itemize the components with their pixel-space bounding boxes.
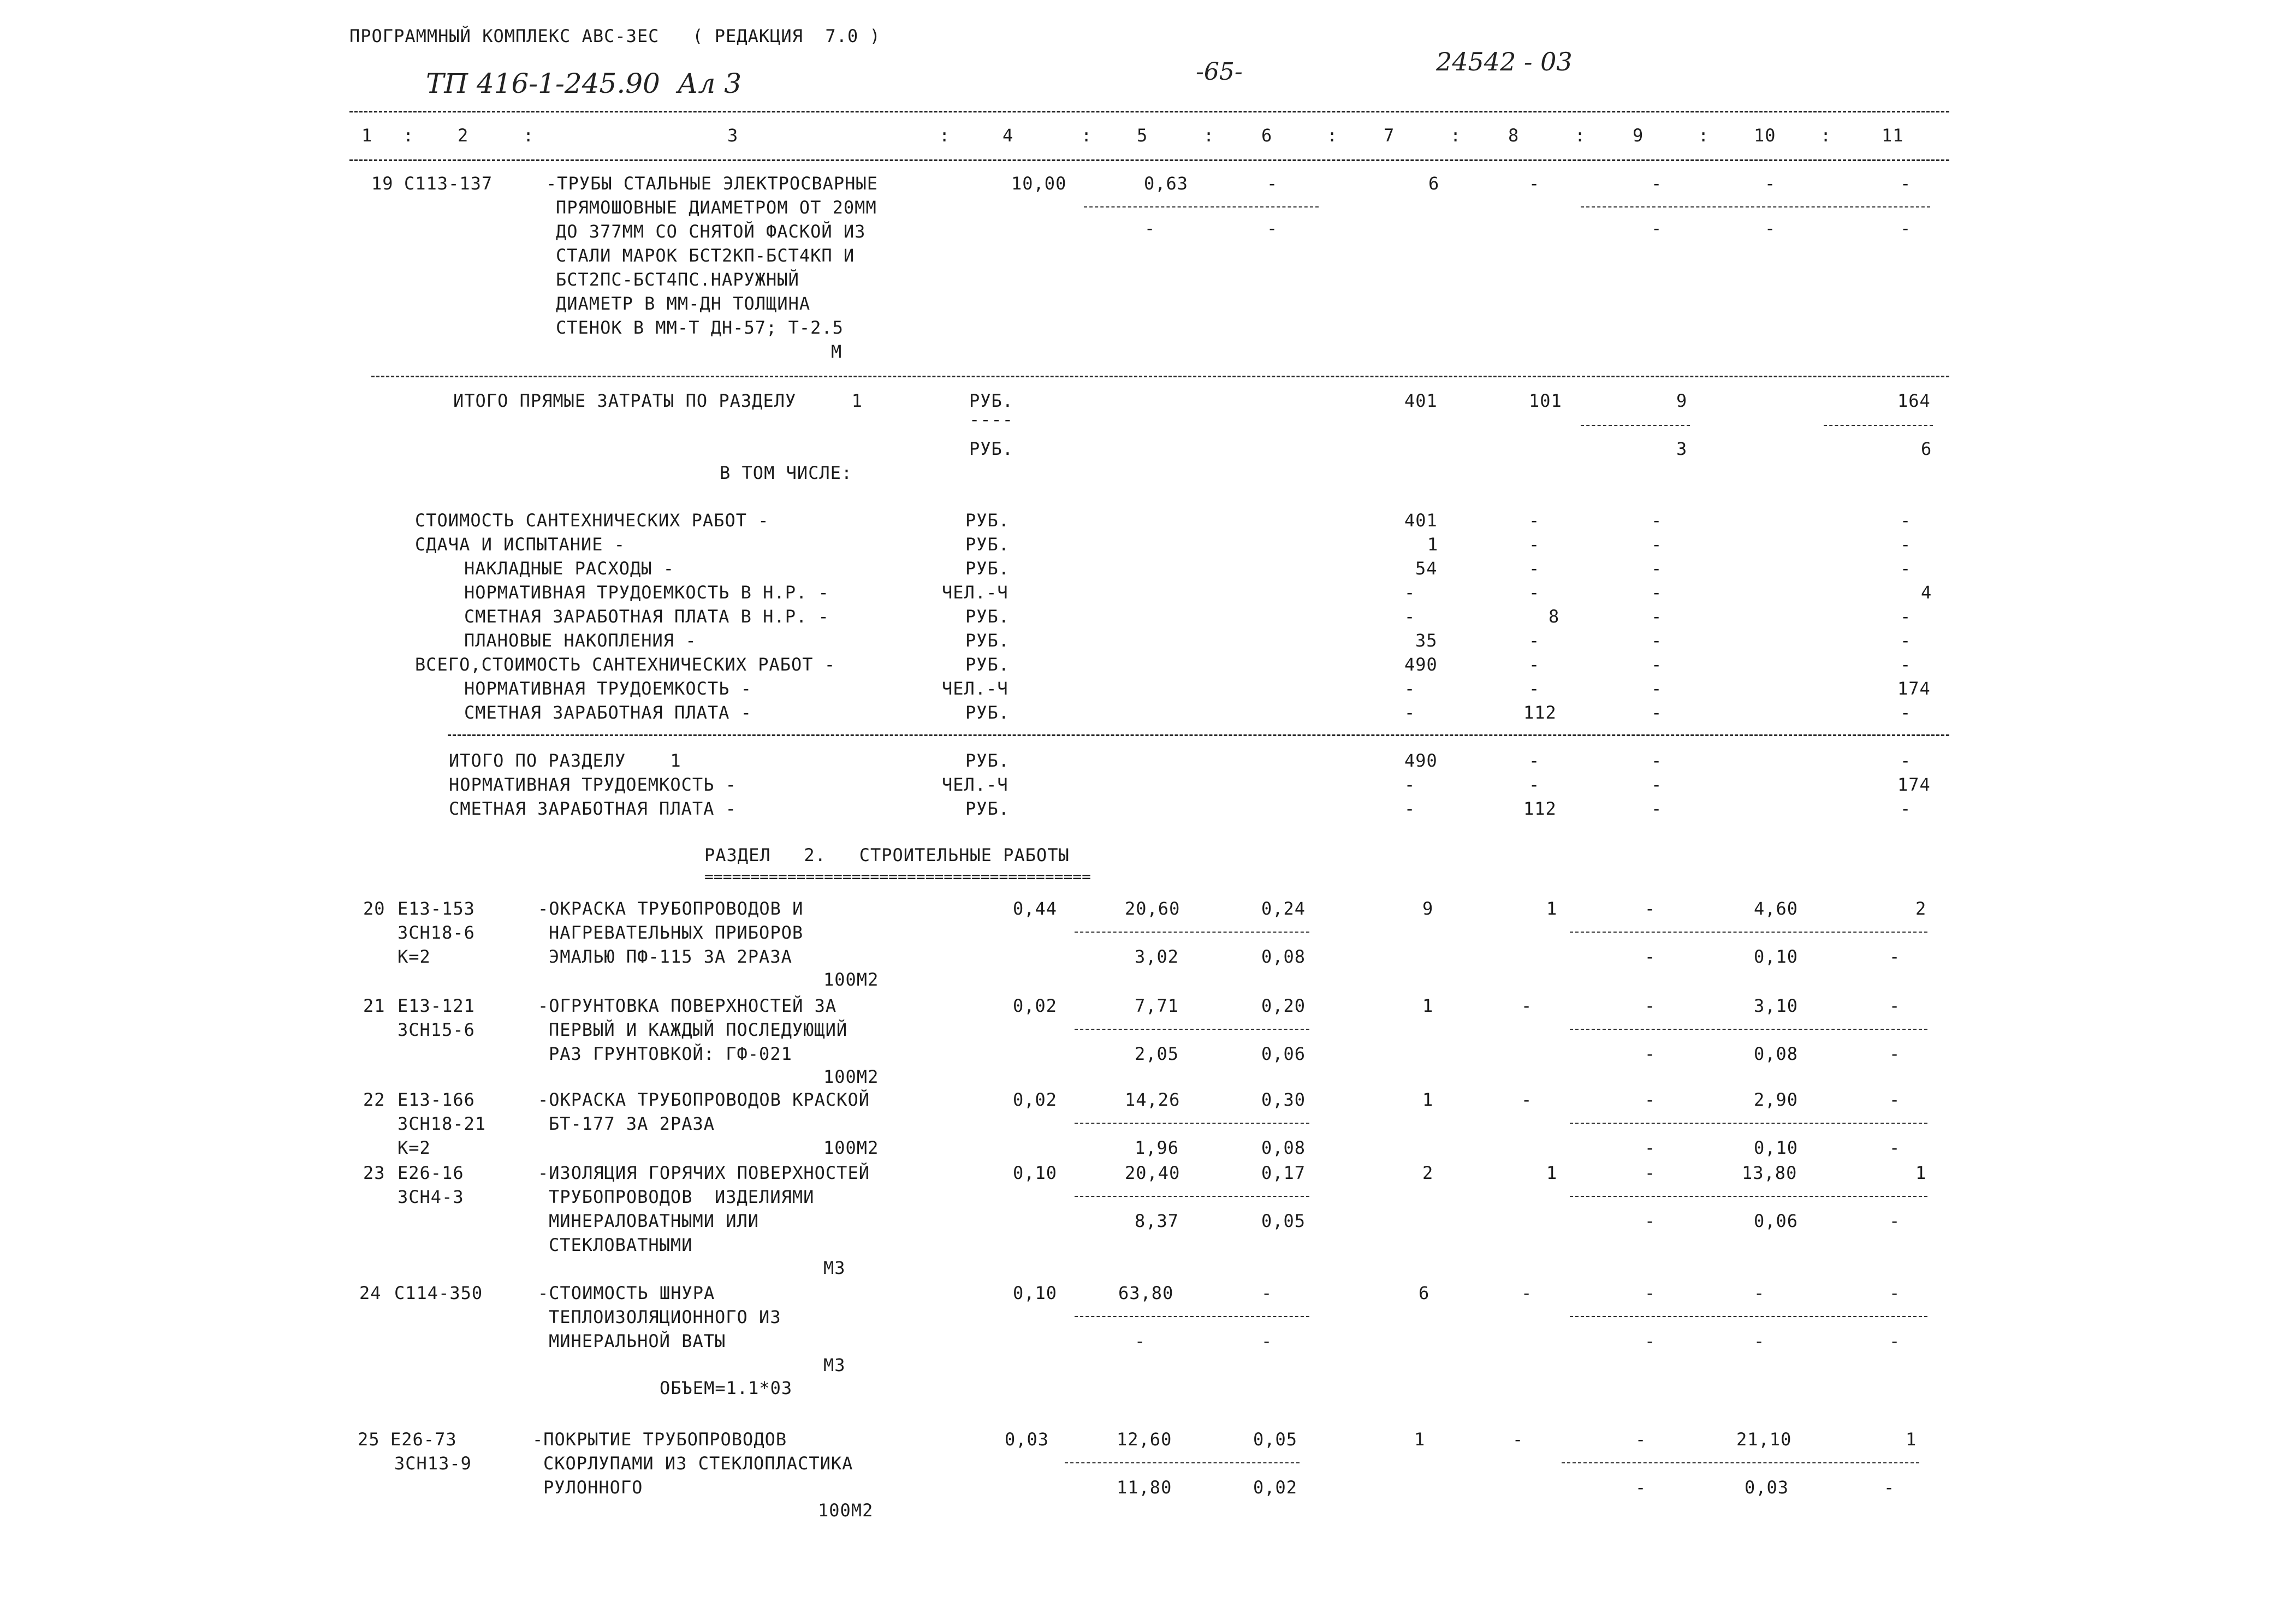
col-5: 5 xyxy=(1137,125,1148,146)
doc-code: ТП 416-1-245.90 Ал 3 xyxy=(426,68,742,99)
row-code: Е13-166 xyxy=(398,1089,475,1110)
row-code: Е26-16 xyxy=(398,1163,464,1183)
rule-total xyxy=(371,376,1949,377)
col-9: 9 xyxy=(1633,125,1644,146)
row-code: Е26-73 xyxy=(390,1429,457,1450)
rule-top xyxy=(349,111,1949,112)
row-unit: М3 xyxy=(823,1258,846,1278)
estimate-sheet: ПРОГРАММНЫЙ КОМПЛЕКС АВС-3ЕС ( РЕДАКЦИЯ 7.0 ) ТП 416-1-245.90 Ал 3 -65- 24542 - 03 1 : 2 : 3 : 4 : 5 : 6 : 7 : 8 : 9 : 10 : 11 19 С113-137 -ТРУБЫ СТАЛЬНЫЕ ЭЛЕКТРОСВАРНЫЕ ПРЯМОШОВНЫЕ ДИАМЕТРОМ ОТ 20ММ ДО 377ММ СО СНЯТОЙ ФАСКОЙ ИЗ СТАЛИ МАРОК БСТ2КП-БСТ4КП И БСТ2ПС-БСТ4ПС.НАРУЖНЫЙ ДИАМЕТР В ММ-ДН ТОЛЩИНА СТЕНОК В ММ-Т ДН-57; Т-2.5 М 10,00 0,63 - 6 - - - - - - - - - ИТОГО ПРЯМЫЕ ЗАТРАТЫ ПО РАЗДЕЛУ 1 РУБ. ---- 401 101 9 164 РУБ. 3 6 В ТОМ ЧИСЛЕ: СТОИМОСТЬ САНТЕХНИЧЕСКИХ РАБОТ - РУБ. 401 - - - СДАЧА И ИСПЫТАНИЕ - РУБ. 1 - - - НАКЛАДНЫЕ РАСХОДЫ - РУБ. 54 - - - НОРМАТИВНАЯ ТРУДОЕМКОСТЬ В Н.Р. - ЧЕЛ.-Ч - - - 4 СМЕТНАЯ ЗАРАБОТНАЯ ПЛАТА В Н.Р. - РУБ. - 8 - - ПЛАНОВЫЕ НАКОПЛЕНИЯ - РУБ. 35 - - - ВСЕГО,СТОИМОСТЬ САНТЕХНИЧЕСКИХ РАБОТ - РУБ. 490 - - - НОРМАТИВНАЯ ТРУДОЕМКОСТЬ - ЧЕЛ.-Ч - - - 174 СМЕТНАЯ ЗАРАБОТНАЯ ПЛАТА - РУБ. - 112 - - ИТОГО ПО РАЗДЕЛУ 1 РУБ. 490 - - - НОРМАТИВНАЯ ТРУДОЕМКОСТЬ - ЧЕЛ.-Ч - - - 174 СМЕТНАЯ ЗАРАБОТНАЯ ПЛАТА - РУБ. - 112 - - РАЗДЕЛ 2. СТРОИТЕЛЬНЫЕ РАБОТЫ ========================================== 20 Е13-153 ЗСН18-6 К=2 -ОКРАСКА ТРУБОПРОВОДОВ И НАГРЕВАТЕЛЬНЫХ ПРИБОРОВ ЭМАЛЬЮ ПФ-115 ЗА 2РАЗА 100М2 0,44 20,60 0,24 9 1 - 4,60 2 3,02 0,08 - 0,10 - 21 Е13-121 ЗСН15-6 -ОГРУНТОВКА ПОВЕРХНОСТЕЙ ЗА ПЕРВЫЙ И КАЖДЫЙ ПОСЛЕДУЮЩИЙ РАЗ ГРУНТОВКОЙ: ГФ-021 100М2 0,02 7,71 0,20 1 - - 3,10 - 2,05 0,06 - 0,08 - 22 Е13-166 ЗСН18-21 К=2 -ОКРАСКА ТРУБОПРОВОДОВ КРАСКОЙ БТ-177 ЗА 2РАЗА 100М2 0,02 14,26 0,30 1 - - 2,90 - 1,96 0,08 - 0,10 - 23 Е26-16 ЗСН4-3 -ИЗОЛЯЦИЯ ГОРЯЧИХ ПОВЕРХНОСТЕЙ ТРУБОПРОВОДОВ ИЗДЕЛИЯМИ МИНЕРАЛОВАТНЫМИ ИЛИ СТЕКЛОВАТНЫМИ М3 0,10 20,40 0,17 2 1 - 13,80 1 8,37 0,05 - 0,06 - 24 С114-350 -СТОИМОСТЬ ШНУРА ТЕПЛОИЗОЛЯЦИОННОГО ИЗ МИНЕРАЛЬНОЙ ВАТЫ М3 ОБЪЕМ=1.1*03 0,10 63,80 - 6 - - - - - - - - - 25 Е26-73 ЗСН13-9 -ПОКРЫТИЕ ТРУБОПРОВОДОВ СКОРЛУПАМИ ИЗ СТЕКЛОПЛАСТИКА РУЛОННОГО 100М2 0,03 12,60 0,05 1 - - 21,10 1 11,80 0,02 - 0,03 - xyxy=(0,0,2296,1619)
col-11: 11 xyxy=(1882,125,1904,146)
row-unit: 100М2 xyxy=(823,969,879,990)
col-3: 3 xyxy=(727,125,739,146)
col-10: 10 xyxy=(1754,125,1776,146)
row-code: С114-350 xyxy=(394,1283,483,1303)
col-1: 1 xyxy=(361,125,373,146)
row-code: С113-137 xyxy=(404,173,493,194)
page-number: -65- xyxy=(1196,58,1243,86)
row-unit: 100М2 xyxy=(823,1066,879,1087)
col-8: 8 xyxy=(1508,125,1520,146)
rule-header xyxy=(349,159,1949,161)
row-unit: М3 xyxy=(823,1355,846,1375)
handwritten-stamp: 24542 - 03 xyxy=(1436,47,1573,76)
row-code: Е13-121 xyxy=(398,995,475,1016)
rule-section-total xyxy=(448,734,1949,736)
volume-note: ОБЪЕМ=1.1*03 xyxy=(660,1378,793,1398)
row-unit: 100М2 xyxy=(818,1500,874,1521)
row-unit: М xyxy=(831,341,843,362)
col-7: 7 xyxy=(1384,125,1395,146)
col-6: 6 xyxy=(1261,125,1273,146)
section-2-underline: ========================================== xyxy=(704,868,1091,886)
col-4: 4 xyxy=(1002,125,1014,146)
program-header: ПРОГРАММНЫЙ КОМПЛЕКС АВС-3ЕС ( РЕДАКЦИЯ 7.0 ) xyxy=(349,26,881,46)
row-unit: 100М2 xyxy=(823,1137,879,1158)
col-2: 2 xyxy=(458,125,469,146)
section-2-title: РАЗДЕЛ 2. СТРОИТЕЛЬНЫЕ РАБОТЫ xyxy=(704,845,1070,865)
row-code: Е13-153 xyxy=(398,898,475,919)
in-that-number: В ТОМ ЧИСЛЕ: xyxy=(720,462,853,483)
